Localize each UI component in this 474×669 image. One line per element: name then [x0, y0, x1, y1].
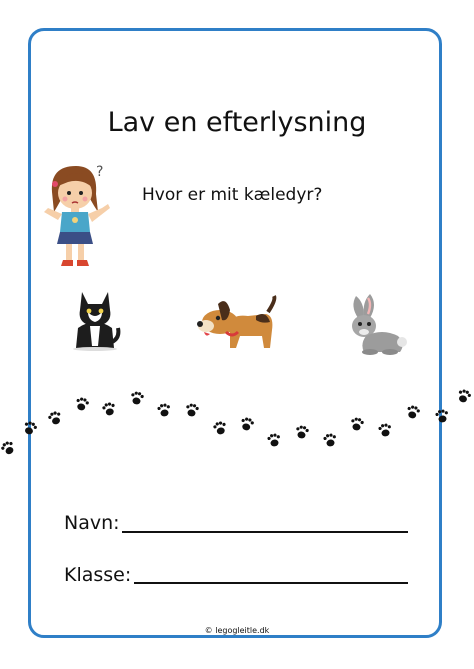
copyright-footer: © legogleitle.dk	[204, 626, 270, 635]
name-label: Navn:	[64, 512, 120, 534]
name-field[interactable]	[122, 531, 408, 533]
class-field[interactable]	[134, 582, 408, 584]
girl-illustration	[38, 160, 118, 272]
dog-illustration	[196, 292, 278, 356]
svg-text:?: ?	[96, 164, 104, 180]
rabbit-illustration	[344, 292, 408, 358]
cat-illustration	[68, 286, 122, 352]
paw-print-icon	[0, 439, 17, 456]
page-title: Lav en efterlysning	[107, 107, 367, 138]
page-subtitle: Hvor er mit kæledyr?	[142, 185, 323, 205]
class-label: Klasse:	[64, 564, 132, 586]
paw-print-icon	[456, 388, 472, 404]
